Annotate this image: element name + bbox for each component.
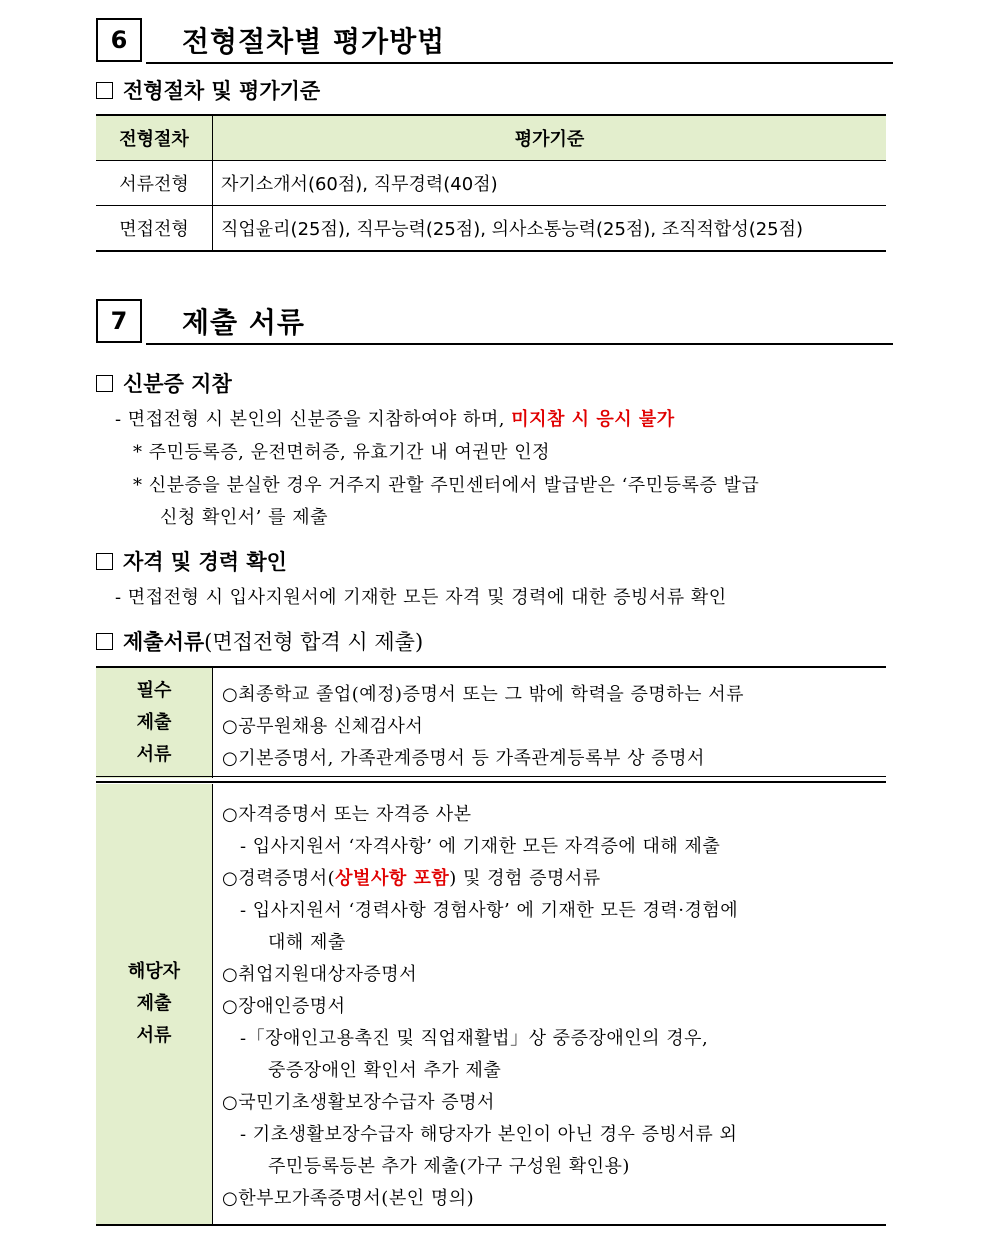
docs-heading: 제출서류(면접전형 합격 시 제출) — [96, 626, 423, 656]
id-note-cont: 신청 확인서’ 를 제출 — [160, 507, 328, 528]
table-row — [96, 206, 886, 252]
list-subitem: - 기초생활보장수급자 해당자가 본인이 아닌 경우 증빙서류 외 — [240, 1124, 738, 1145]
section-title: 제출 서류 — [182, 306, 305, 339]
qual-line: - 면접전형 시 입사지원서에 기재한 모든 자격 및 경력에 대한 증빙서류 확인 — [115, 587, 727, 608]
double-rule — [96, 776, 886, 783]
heading-rule — [146, 62, 893, 64]
heading-rule — [146, 343, 893, 345]
required-docs-table — [96, 666, 886, 778]
qual-heading: 자격 및 경력 확인 — [96, 546, 287, 576]
evaluation-table — [96, 114, 886, 252]
row-label: 필수 제출 서류 — [96, 668, 213, 778]
section-title: 전형절차별 평가방법 — [182, 25, 446, 58]
list-subitem: -「장애인고용촉진 및 직업재활법」상 중증장애인의 경우, — [240, 1028, 709, 1049]
id-heading: 신분증 지참 — [96, 368, 232, 398]
table-cell: 직업윤리(25점), 직무능력(25점), 의사소통능력(25점), 조직적합성(25점) — [213, 206, 887, 252]
list-item: ○한부모가족증명서(본인 명의) — [222, 1188, 475, 1209]
table-header: 전형절차 — [96, 115, 213, 161]
table-cell: 면접전형 — [96, 206, 213, 252]
list-item: ○최종학교 졸업(예정)증명서 또는 그 밖에 학력을 증명하는 서류 — [222, 684, 744, 705]
checkbox-square-icon — [96, 375, 113, 392]
list-subitem-cont: 대해 제출 — [268, 932, 346, 953]
section-number: 6 — [96, 18, 142, 62]
list-item: ○공무원채용 신체검사서 — [222, 716, 424, 737]
eval-heading: 전형절차 및 평가기준 — [96, 75, 320, 105]
list-item: ○자격증명서 또는 자격증 사본 — [222, 804, 472, 825]
list-subitem-cont: 주민등록등본 추가 제출(가구 구성원 확인용) — [268, 1156, 630, 1177]
applicable-docs-table — [96, 784, 886, 1226]
table-header-row — [96, 115, 886, 161]
checkbox-square-icon — [96, 82, 113, 99]
list-item: ○기본증명서, 가족관계증명서 등 가족관계등록부 상 증명서 — [222, 748, 705, 769]
section-number: 7 — [96, 299, 142, 343]
list-item: ○국민기초생활보장수급자 증명서 — [222, 1092, 495, 1113]
checkbox-square-icon — [96, 553, 113, 570]
id-note: * 주민등록증, 운전면허증, 유효기간 내 여권만 인정 — [133, 442, 551, 463]
id-note: * 신분증을 분실한 경우 거주지 관할 주민센터에서 발급받은 ‘주민등록증 발급 — [133, 475, 760, 496]
table-cell: 자기소개서(60점), 직무경력(40점) — [213, 161, 887, 206]
row-label: 해당자 제출 서류 — [96, 784, 213, 1224]
table-cell: 서류전형 — [96, 161, 213, 206]
checkbox-square-icon — [96, 633, 113, 650]
list-item: ○장애인증명서 — [222, 996, 346, 1017]
list-subitem: - 입사지원서 ‘자격사항’ 에 기재한 모든 자격증에 대해 제출 — [240, 836, 721, 857]
list-item: ○취업지원대상자증명서 — [222, 964, 418, 985]
section-6-heading — [96, 18, 893, 66]
table-header: 평가기준 — [213, 115, 887, 161]
table-row — [96, 161, 886, 206]
list-subitem-cont: 중증장애인 확인서 추가 제출 — [268, 1060, 502, 1081]
id-line: - 면접전형 시 본인의 신분증을 지참하여야 하며, 미지참 시 응시 불가 — [115, 409, 675, 430]
list-item: ○경력증명서(상벌사항 포함) 및 경험 증명서류 — [222, 868, 601, 889]
list-subitem: - 입사지원서 ‘경력사항 경험사항’ 에 기재한 모든 경력·경험에 — [240, 900, 739, 921]
section-7-heading — [96, 299, 893, 347]
